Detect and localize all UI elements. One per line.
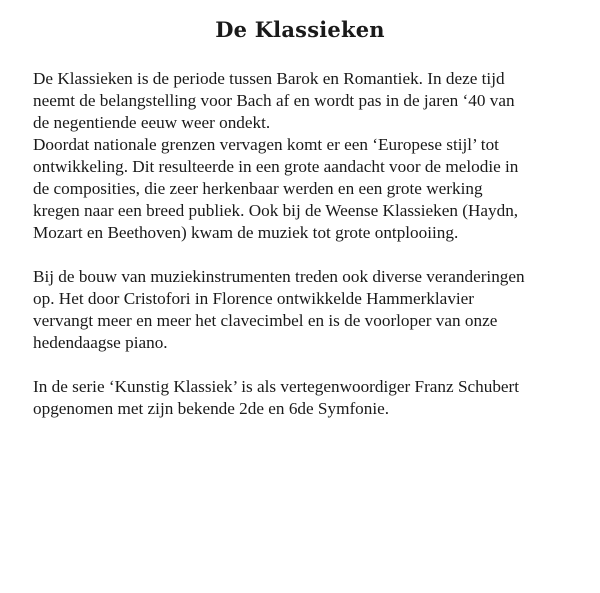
text-line: De Klassieken is de periode tussen Barok en Romantiek. In deze tijd <box>33 69 505 88</box>
text-line: opgenomen met zijn bekende 2de en 6de Symfonie. <box>33 399 390 418</box>
paragraph-1 <box>33 68 593 244</box>
page-title: De Klassieken <box>215 17 385 42</box>
paragraph-2 <box>33 266 593 354</box>
paragraph-spacer <box>33 244 593 266</box>
body-text <box>33 68 593 420</box>
text-line: ontwikkeling. Dit resulteerde in een grote aandacht voor de melodie in <box>33 157 519 176</box>
text-line: Bij de bouw van muziekinstrumenten treden ook diverse veranderingen <box>33 267 525 286</box>
text-line: op. Het door Cristofori in Florence ontwikkelde Hammerklavier <box>33 289 475 308</box>
paragraph-spacer <box>33 354 593 376</box>
text-line: kregen naar een breed publiek. Ook bij de Weense Klassieken (Haydn, <box>33 201 519 220</box>
text-line: de negentiende eeuw weer ondekt. <box>33 113 271 132</box>
text-line: hedendaagse piano. <box>33 333 168 352</box>
text-line: de composities, die zeer herkenbaar werden en een grote werking <box>33 179 483 198</box>
text-line: neemt de belangstelling voor Bach af en wordt pas in de jaren ‘40 van <box>33 91 515 110</box>
paragraph-3 <box>33 376 593 420</box>
text-line: Mozart en Beethoven) kwam de muziek tot grote ontplooiing. <box>33 223 459 242</box>
text-line: Doordat nationale grenzen vervagen komt er een ‘Europese stijl’ tot <box>33 135 499 154</box>
text-line: vervangt meer en meer het clavecimbel en is de voorloper van onze <box>33 311 498 330</box>
text-line: In de serie ‘Kunstig Klassiek’ is als vertegenwoordiger Franz Schubert <box>33 377 520 396</box>
